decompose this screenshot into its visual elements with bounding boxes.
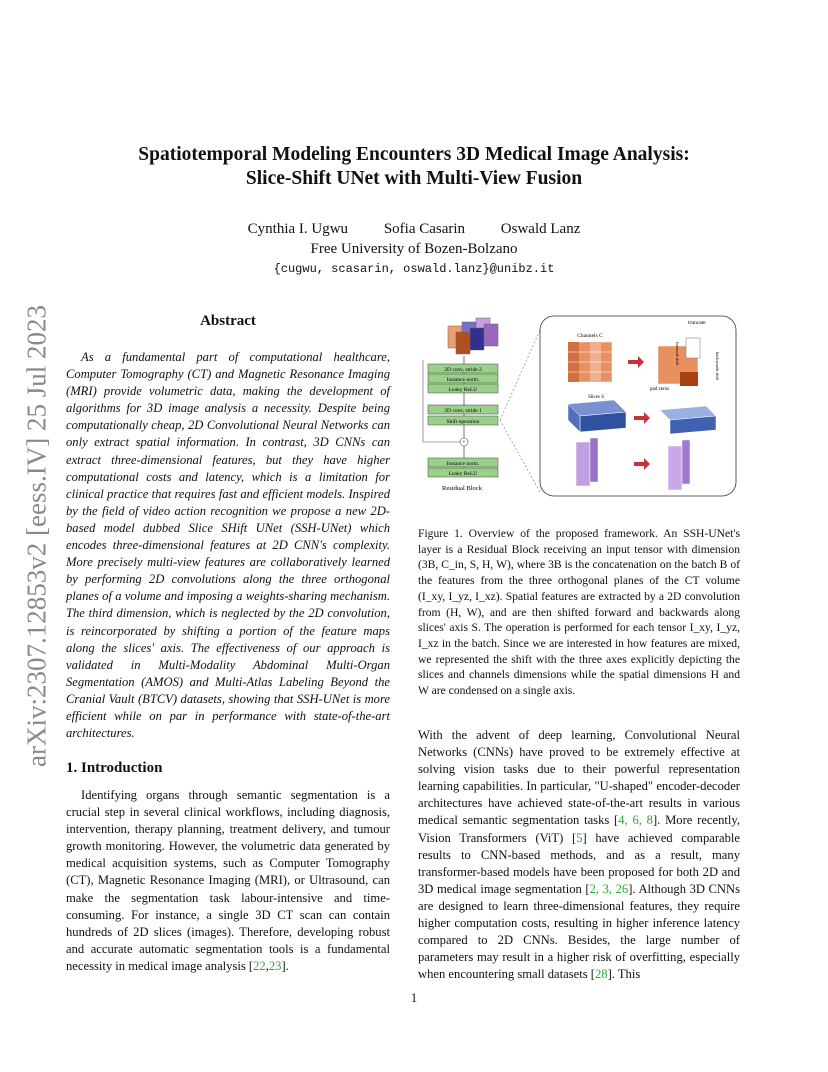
right-column-text: With the advent of deep learning, Convolutional Neural Networks (CNNs) have proved to be extremely effective at solving vision tasks due to their powerful representation learning capabilities. In particular, "U-shaped" encoder-decoder architectures have achieved state-of-the-art results in various medical semantic segmentation tasks [4, 6, 8]. More recently, Vision Transformers (ViT) [5] have achieved comparable results to CNN-based methods, and as a result, many transformer-based models have been proposed for both 2D and 3D medical image segmentation [2, 3, 26]. Although 3D CNNs are designed to learn three-dimensional features, they require higher computation costs, resulting in higher inference latency compared to 2D CNNs. Besides, the large number of parameters may result in a higher risk of overfitting, especially when encountering small datasets [28]. This [418,728,741,982]
title-line-2: Slice-Shift UNet with Multi-View Fusion [245,168,583,189]
figure-1 [418,312,740,502]
figure-1-caption: Figure 1. Overview of the proposed framework. An SSH-UNet's layer is a Residual Block receiving an input tensor with dimension (3B, C_in, S, H, W), where 3B is the concatenation on the batch B of the features from the three orthogonal planes of the CT volume (I_xy, I_yz, I_xz). Spatial features are extracted by a 2D convolution from (H, W), and are then shifted forward and backwards along slices' axis S. The operation is performed for each tensor I_xy, I_yz, I_xz in the batch. Since we are interested in how features are mixed, we represented the shift with the three axes explicitly depicting the slices and channels dimensions while the spatial dimensions H and W are condensed on a single axis. [418,527,740,698]
citation-link[interactable]: 4, 6, 8 [618,813,653,828]
svg-text:Shift operation: Shift operation [446,419,480,425]
citation-link[interactable]: 28 [594,967,608,982]
body-text: With the advent of deep learning, Convolutional Neural Networks (CNNs) have proved to be extremely effective at solving vision tasks due to their powerful representation learning capabilities. In particular, "U-shaped" encoder-decoder architectures have achieved state-of-the-art results in various medical semantic segmentation tasks [418,728,740,828]
author-1: Cynthia I. Ugwu [247,221,349,237]
svg-text:Leaky ReLU: Leaky ReLU [448,387,478,393]
author-list [100,219,728,239]
abstract-text: As a fundamental part of computational healthcare, Computer Tomography (CT) and Magnetic Resonance Imaging (MRI) provide volumetric data, making the development of algorithms for 3D image analysis a necessity. Despite being computationally cheap, 2D Convolutional Neural Networks can only extract spatial information. In contrast, 3D CNNs can extract three-dimensional features, but they have higher computational costs and latency, which is a limitation for clinical practice that requires fast and efficient models. Inspired by the field of video action recognition we propose a new 2D-based model dubbed Slice SHift UNet (SSH-UNet) which encodes three-dimensional features at 2D CNN's complexity. More precisely multi-view features are collaboratively learned by performing 2D convolutions along the three orthogonal planes of a volume and imposing a weights-sharing mechanism. The third dimension, which is neglected by the 2D convolution, is reincorporated by shifting a portion of the feature maps along the slices' axis. The effectiveness of our approach is validated in Multi-Modality Abdominal Multi-Organ Segmentation (AMOS) and Multi-Atlas Labeling Beyond the Cranial Vault (BTCV) datasets, showing that SSH-UNet is more efficient while on par in performance with state-of-the-art architectures. [66,350,390,741]
body-text: have achieved comparable results to CNN-based methods, and as a result, many transformer-based models have been proposed for both 2D and 3D medical image segmentation [418,830,741,896]
svg-text:Leaky ReLU: Leaky ReLU [448,471,478,477]
title-line-1: Spatiotemporal Modeling Encounters 3D Medical Image Analysis: [138,144,690,165]
svg-text:Instance norm.: Instance norm. [446,461,480,467]
svg-text:Channels C: Channels C [577,333,603,339]
svg-text:Instance norm.: Instance norm. [446,377,480,383]
svg-text:Slices S: Slices S [588,395,604,400]
svg-text:Residual Block: Residual Block [442,485,482,492]
page-number: 1 [410,990,418,1005]
svg-text:truncate: truncate [688,320,706,326]
svg-text:forward shift: forward shift [675,342,680,366]
arxiv-watermark: arXiv:2307.12853v2 [eess.IV] 25 Jul 2023 [21,305,52,767]
author-3: Oswald Lanz [500,221,581,237]
body-text: . This [611,967,641,982]
intro-body: Identifying organs through semantic segmentation is a crucial step in several clinical workflows, including diagnosis, intervention, therapy planning, treatment delivery, and tumour growth monitoring. However, the volumetric data generated by medical acquisition systems, such as Computer Tomography (CT), Magnetic Resonance Imaging (MRI), or Ultrasound, can make the segmentation task labour-intensive and time-consuming. For instance, a single 3D CT scan can contain hundreds of 2D slices (images). Therefore, developing robust and accurate automatic segmentation tools is a fundamental necessity in medical image analysis [66,788,390,973]
svg-text:+: + [462,440,466,446]
svg-text:pad zeros: pad zeros [650,387,670,392]
affiliation: Free University of Bozen-Bolzano [310,241,518,257]
section-heading-introduction: 1. Introduction [66,760,163,776]
author-block [100,219,728,259]
citation-link[interactable]: 5 [576,830,583,845]
svg-text:backwards shift: backwards shift [715,352,720,381]
body-text: . More recently, Vision Transformers (ViT) [418,813,741,845]
paper-title [100,143,728,191]
input-tensor-graphic [448,318,498,354]
fig-label-conv1: 2D conv, stride 2 [444,367,482,373]
body-text: . Although 3D CNNs are designed to learn three-dimensional features, they require higher computation costs, resulting in higher inference latency compared to 2D CNNs. Besides, the large number of parameters may result in a higher risk of overfitting, especially when encountering small datasets [418,881,741,982]
citation-link[interactable]: 23 [268,958,282,973]
svg-text:2D conv, stride 1: 2D conv, stride 1 [444,408,482,414]
author-2: Sofia Casarin [383,221,466,237]
citation-link[interactable]: 2, 3, 26 [589,881,629,896]
abstract-heading: Abstract [200,313,256,329]
introduction-text: Identifying organs through semantic segmentation is a crucial step in several clinical workflows, including diagnosis, intervention, therapy planning, treatment delivery, and tumour growth monitoring. However, the volumetric data generated by medical acquisition systems, such as Computer Tomography (CT), Magnetic Resonance Imaging (MRI), or Ultrasound, can make the segmentation task labour-intensive and time-consuming. For instance, a single 3D CT scan can contain hundreds of 2D slices (images). Therefore, developing robust and accurate automatic segmentation tools is a fundamental necessity in medical image analysis [22,23]. [66,788,390,973]
citation-link[interactable]: 22 [253,958,266,973]
author-emails: {cugwu, scasarin, oswald.lanz}@unibz.it [273,262,555,276]
